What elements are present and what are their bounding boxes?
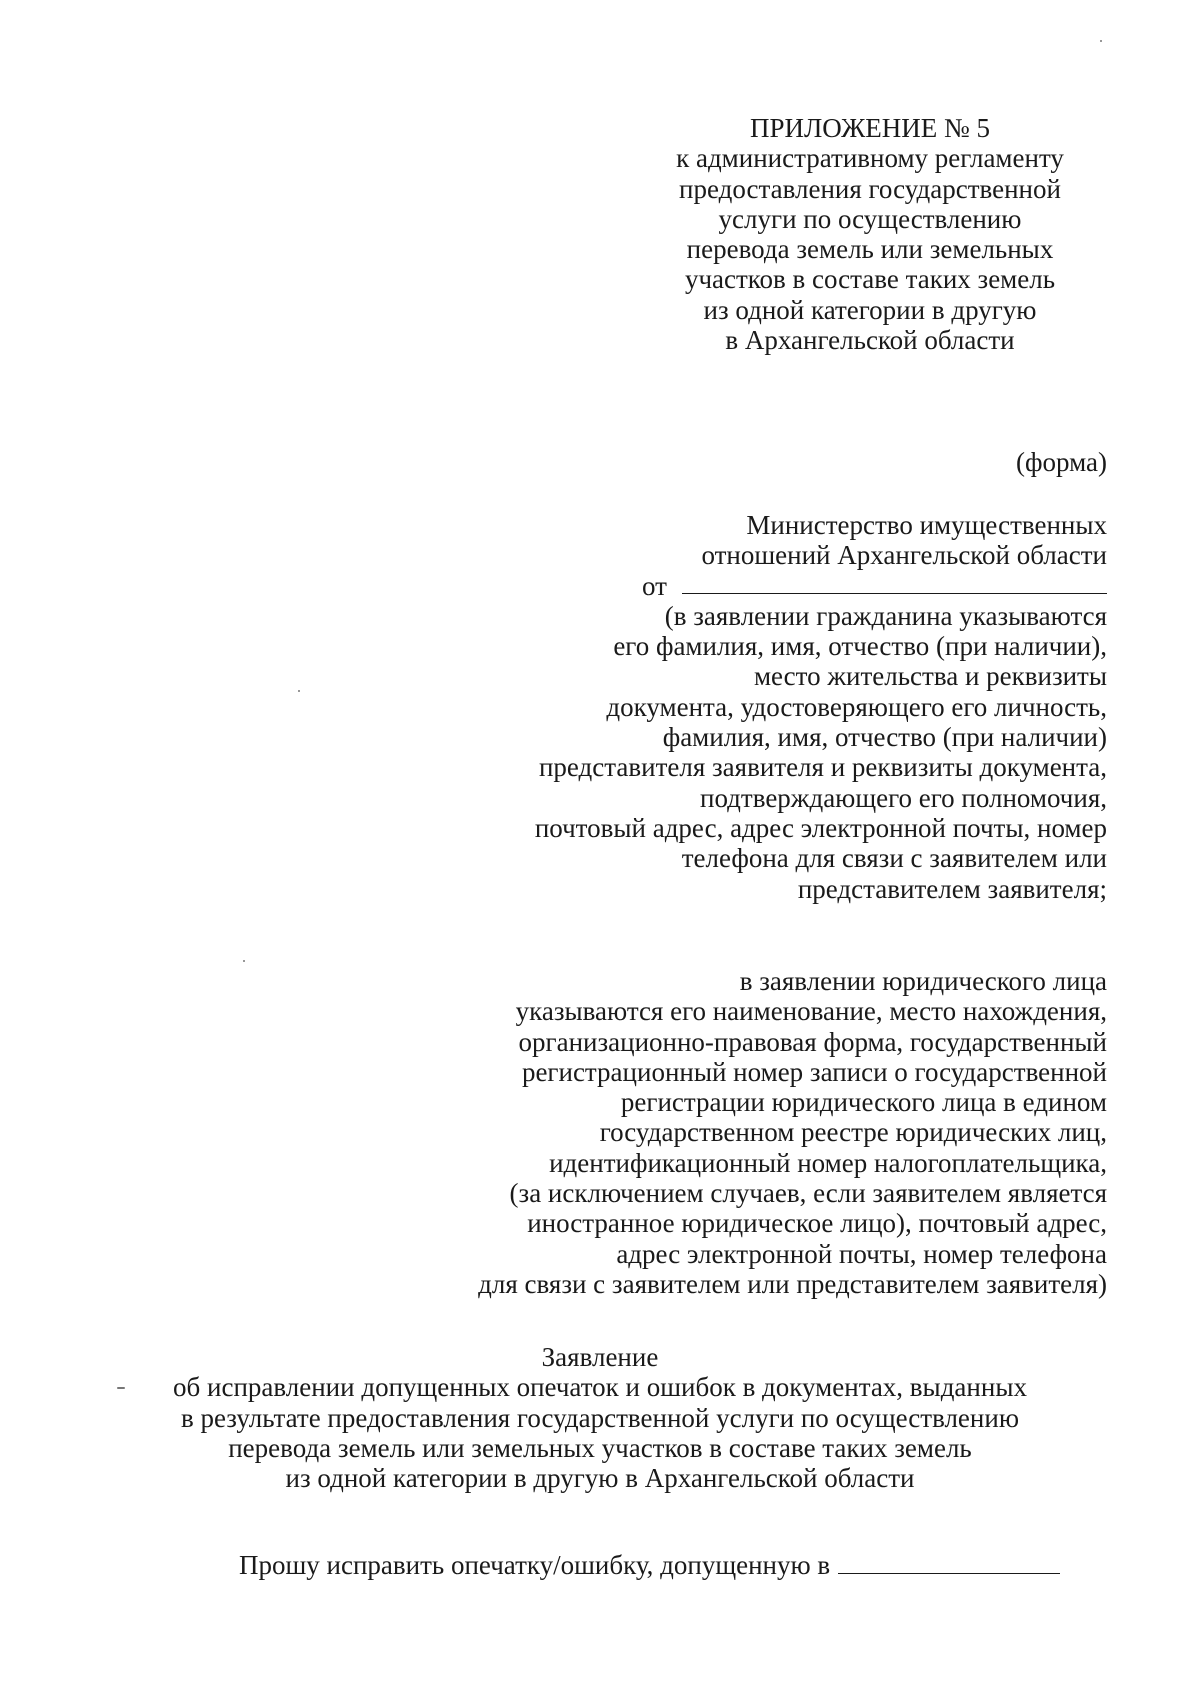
legal-instruction-line: для связи с заявителем или представителем заявителя) [478,1268,1107,1299]
appendix-title: ПРИЛОЖЕНИЕ № 5 [749,113,991,143]
appendix-line: участков в составе таких земель [684,264,1056,295]
citizen-instruction: место жительства и реквизиты [753,661,1107,692]
legal-instruction-line: регистрационный номер записи о государственной [521,1056,1107,1087]
citizen-instruction: (в заявлении гражданина указываются [664,600,1107,631]
addressee-ministry: отношений Архангельской области [701,540,1107,571]
legal-instruction-line: иностранное юридическое лицо), почтовый адрес, [527,1208,1107,1239]
scan-speck [117,1387,125,1389]
statement-subtitle-line: перевода земель или земельных участков в составе таких земель [228,1432,972,1463]
statement-title: Заявление [541,1342,659,1372]
legal-entity-instruction [420,966,1107,1299]
legal-instruction-line: государственном реестре юридических лиц, [599,1117,1107,1148]
legal-instruction-line: адрес электронной почты, номер телефона [616,1238,1107,1269]
appendix-line: услуги по осуществлению [718,203,1022,234]
legal-instruction-line: регистрации юридического лица в едином [620,1087,1107,1118]
from-blank-field[interactable] [682,573,1107,594]
citizen-instruction: представителя заявителя и реквизиты документа, [538,752,1107,783]
appendix-line: в Архангельской области [725,325,1015,356]
citizen-instruction: представителем заявителя; [797,873,1107,904]
appendix-line: перевода земель или земельных [686,234,1054,265]
addressee-ministry: Министерство имущественных [746,510,1107,540]
scan-speck [243,960,245,962]
citizen-instruction: его фамилия, имя, отчество (при наличии), [613,631,1107,662]
citizen-instruction: телефона для связи с заявителем или [681,843,1107,874]
addressee-block [420,510,1107,904]
legal-instruction-line: организационно-правовая форма, государственный [518,1026,1107,1057]
statement-heading [150,1342,1050,1493]
request-blank-field[interactable] [838,1553,1060,1574]
legal-instruction-line: идентификационный номер налогоплательщика, [549,1147,1107,1178]
from-label: от [642,570,667,601]
statement-subtitle-line: в результате предоставления государственной услуги по осуществлению [181,1402,1019,1433]
request-text: Прошу исправить опечатку/ошибку, допущенную в [239,1550,831,1580]
statement-subtitle-line: об исправлении допущенных опечаток и ошибок в документах, выданных [173,1372,1027,1403]
appendix-header [630,113,1110,355]
form-label: (форма) [1016,447,1107,477]
legal-instruction-line: указываются его наименование, место нахождения, [515,996,1107,1027]
appendix-line: к административному регламенту [676,143,1064,174]
citizen-instruction: документа, удостоверяющего его личность, [606,691,1107,722]
from-row [420,571,1107,601]
citizen-instruction: фамилия, имя, отчество (при наличии) [662,722,1107,753]
scan-speck [298,690,300,692]
citizen-instruction: подтверждающего его полномочия, [700,782,1107,813]
legal-instruction-line: (за исключением случаев, если заявителем является [509,1178,1107,1209]
statement-subtitle-line: из одной категории в другую в Архангельской области [285,1463,915,1494]
citizen-instruction: почтовый адрес, адрес электронной почты, номер [534,812,1107,843]
scan-speck [1100,40,1102,42]
request-paragraph [239,1550,1099,1580]
appendix-line: предоставления государственной [679,173,1061,204]
appendix-line: из одной категории в другую [703,294,1037,325]
legal-instruction-line: в заявлении юридического лица [739,966,1107,996]
